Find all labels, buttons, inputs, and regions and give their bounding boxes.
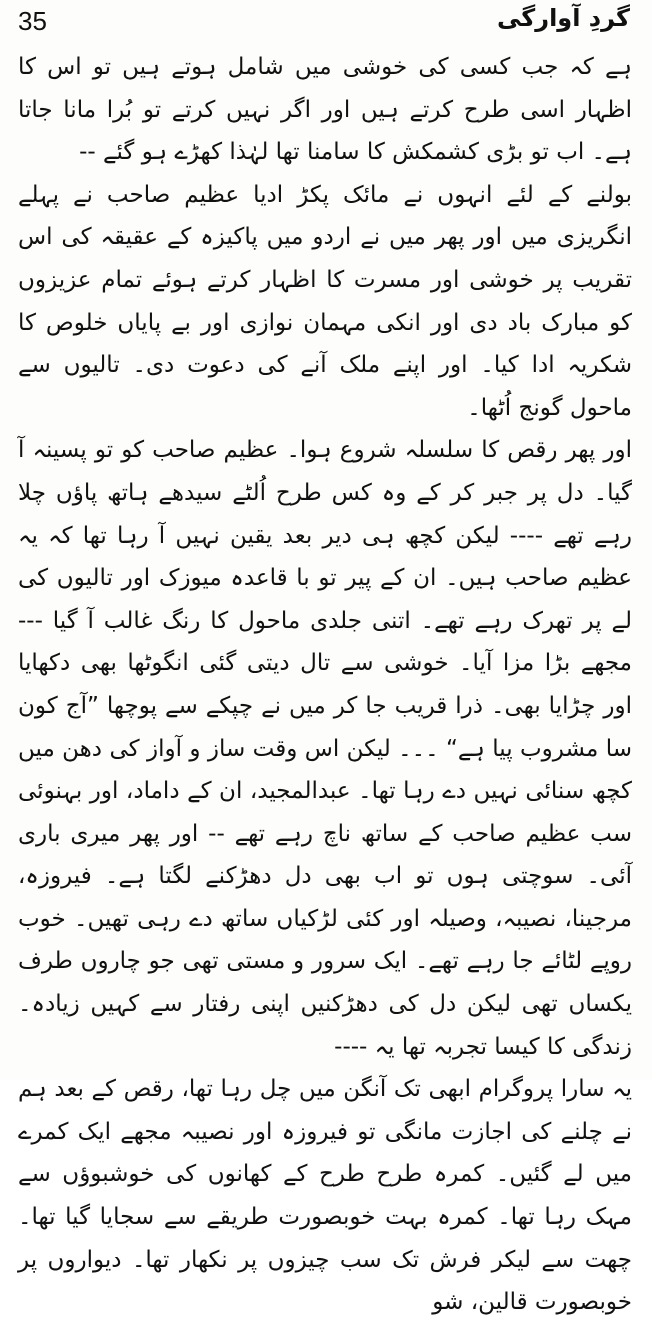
- page-number: 35: [18, 6, 47, 36]
- paragraph: اور پھر رقص کا سلسلہ شروع ہوا۔ عظیم صاحب کو تو پسینہ آ گیا۔ دل پر جبر کر کے وہ کس طرح اُلٹے سیدھے ہاتھ پاؤں چلا رہے تھے ---- لیکن کچھ ہی دیر بعد یقین نہیں آ رہا تھا کہ یہ عظیم صاحب ہیں۔ ان کے پیر تو با قاعدہ میوزک اور تالیوں کی لے پر تھرک رہے تھے۔ اتنی جلدی ماحول کا رنگ غالب آ گیا --- مجھے بڑا مزا آیا۔ خوشی سے تال دیتی گئی انگوٹھا بھی دکھایا اور چڑایا بھی۔ ذرا قریب جا کر میں نے چپکے سے پوچھا ”آج کون سا مشروب پیا ہے“ ۔۔۔ لیکن اس وقت ساز و آواز کی دھن میں کچھ سنائی نہیں دے رہا تھا۔ عبدالمجید، ان کے داماد، اور بہنوئی سب عظیم صاحب کے ساتھ ناچ رہے تھے -- اور پھر میری باری آئی۔ سوچتی ہوں تو اب بھی دل دھڑکنے لگتا ہے۔ فیروزہ، مرجینا، نصیبہ، وصیلہ اور کئی لڑکیاں ساتھ دے رہی تھیں۔ خوب روپے لٹائے جا رہے تھے۔ ایک سرور و مستی تھی جو چاروں طرف یکساں تھی لیکن دل کی دھڑکنیں اپنی رفتار سے کہیں زیادہ۔ زندگی کا کیسا تجربہ تھا یہ ----: [18, 437, 632, 1060]
- paragraph: ہے کہ جب کسی کی خوشی میں شامل ہوتے ہیں تو اس کا اظہار اسی طرح کرتے ہیں اور اگر نہیں کرتے تو بُرا مانا جاتا ہے۔ اب تو بڑی کشمکش کا سامنا تھا لہٰذا کھڑے ہو گئے --: [18, 54, 632, 166]
- paragraph: بولنے کے لئے انہوں نے مائک پکڑ ادیا عظیم صاحب نے پہلے انگریزی میں اور پھر میں نے اردو میں پاکیزہ کے عقیقہ کی اس تقریب پر خوشی اور مسرت کا اظہار کرتے ہوئے تمام عزیزوں کو مبارک باد دی اور انکی مہمان نوازی اور بے پایاں خلوص کا شکریہ ادا کیا۔ اور اپنے ملک آنے کی دعوت دی۔ تالیوں سے ماحول گونج اُٹھا۔: [18, 181, 632, 421]
- body-text: [18, 46, 632, 1324]
- paragraph: یہ سارا پروگرام ابھی تک آنگن میں چل رہا تھا، رقص کے بعد ہم نے چلنے کی اجازت مانگی تو فیروزہ اور نصیبہ مجھے ایک کمرے میں لے گئیں۔ کمرہ طرح طرح کے کھانوں کی خوشبوؤں سے مہک رہا تھا۔ کمرہ بہت خوبصورت طریقے سے سجایا گیا تھا۔ چھت سے لیکر فرش تک سب چیزوں پر نکھار تھا۔ دیواروں پر خوبصورت قالین، شو: [18, 1076, 632, 1316]
- running-title: گردِ آوارگی: [497, 4, 630, 32]
- page-header: [18, 4, 630, 44]
